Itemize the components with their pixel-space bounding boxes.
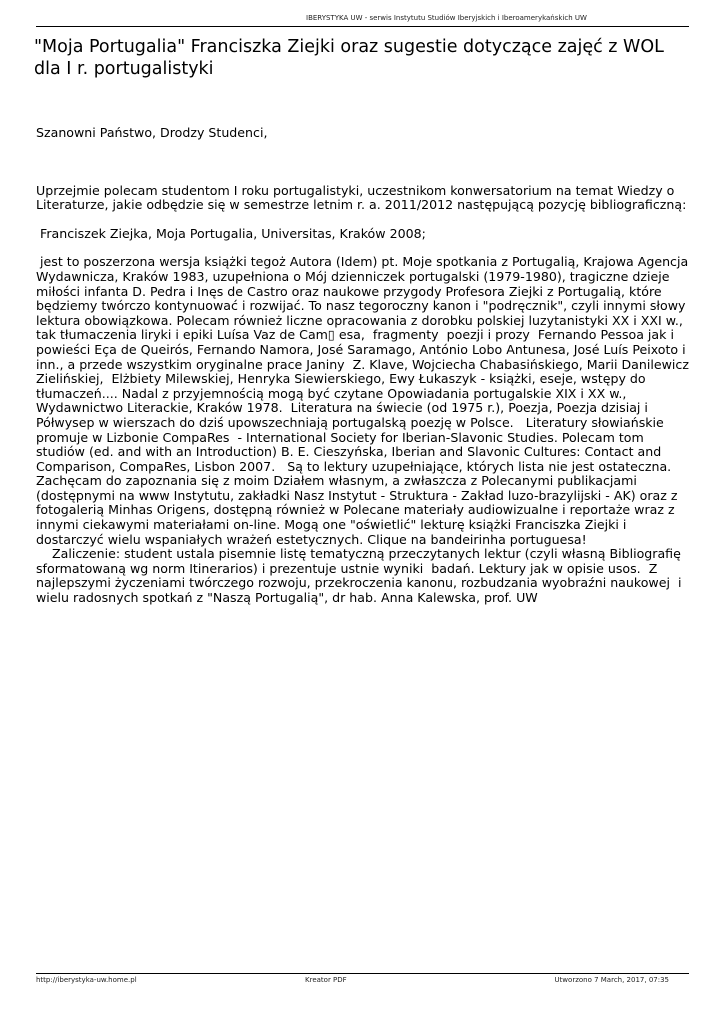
closing-paragraph: Zaliczenie: student ustala pisemnie listę tematyczną przeczytanych lektur (czyli własną Bibliografię sformatowaną wg norm Itinerarios) i prezentuje ustnie wyniki badań. Lektury jak w opisie usos. Z najlepszymi życzeniami twórczego rozwoju, przekroczenia kanonu, rozbudzania wyobraźni naukowej i wielu radosnych spotkań z "Naszą Portugalią", dr hab. Anna Kalewska, prof. UW [36,546,686,606]
page-header [36,13,689,27]
footer-generator: Kreator PDF [305,976,347,984]
footer-url: http://iberystyka-uw.home.pl [36,976,137,984]
main-paragraph: jest to poszerzona wersja książki tegoż Autora (Idem) pt. Moje spotkania z Portugalią, Krajowa Agencja Wydawnicza, Kraków 1983, uzupełniona o Mój dzienniczek portugalski (1979-1980), tragiczne dzieje miłości infanta D. Pedra i Inęs de Castro oraz naukowe przygody Profesora Ziejki z Portugalią, które będziemy twórczo kontynuować i rozwijać. To nasz tegoroczny kanon i "podręcznik", czyli innymi słowy lektura obowiązkowa. Polecam również liczne opracowania z dorobku polskiej luzytanistyki XX i XXI w., tak tłumaczenia liryki i epiki Luísa Vaz de Cam▯ esa, fragmenty poezji i prozy Fernando Pessoa jak i powieści Eça de Queirós, Fernando Namora, José Saramago, António Lobo Antunesa, José Luís Peixoto i inn., a przede wszystkim oryginalne prace Janiny Z. Klave, Wojciecha Chabasińskiego, Marii Danilewicz Zielińskiej, Elżbiety Milewskiej, Henryka Siewierskiego, Ewy Łukaszyk - książki, eseje, wstępy do tłumaczeń.... Nadal z przyjemnością mogą być czytane Opowiadania portugalskie XIX i XX w., Wydawnictwo Literackie, Kraków 1978. Literatura na świecie (od 1975 r.), Poezja, Poezja dzisiaj i Półwysep w wierszach do dziś upowszechniają portugalską poezję w Polsce. Literatury słowiańskie promuje w Lizbonie CompaRes - International Society for Iberian-Slavonic Studies. Polecam tom studiów (ed. and with an Introduction) B. E. Cieszyńska, Iberian and Slavonic Cultures: Contact and Comparison, CompaRes, Lisbon 2007. Są to lektury uzupełniające, których lista nie jest ostateczna. Zachęcam do zapoznania się z moim Działem własnym, a zwłaszcza z Polecanymi publikacjami (dostępnymi na www Instytutu, zakładki Nasz Instytut - Struktura - Zakład luzo-brazylijski - AK) oraz z fotogalerią Minhas Origens, dostępną również w Polecane materiały audiowizualne i reportaże wraz z innymi ciekawymi materiałami on-line. Mogą one "oświetlić" lekturę książki Franciszka Ziejki i dostarczyć wielu wspaniałych wrażeń estetycznych. Clique na bandeirinha portuguesa! [36,254,693,547]
header-site-name: IBERYSTYKA UW - serwis Instytutu Studiów Iberyjskich i Iberoamerykańskich UW [306,14,587,22]
footer-created-date: Utworzono 7 March, 2017, 07:35 [554,976,669,984]
book-reference: Franciszek Ziejka, Moja Portugalia, Universitas, Kraków 2008; [36,225,426,241]
document-title: "Moja Portugalia" Franciszka Ziejki oraz sugestie dotyczące zajęć z WOL dla I r. portugalistyki [34,37,664,79]
intro-paragraph: Uprzejmie polecam studentom I roku portugalistyki, uczestnikom konwersatorium na temat Wiedzy o Literaturze, jakie odbędzie się w semestrze letnim r. a. 2011/2012 następującą pozycję bibliograficzną: [36,182,687,213]
greeting-paragraph: Szanowni Państwo, Drodzy Studenci, [36,125,268,140]
page-footer [36,973,689,986]
document-body [36,125,693,606]
